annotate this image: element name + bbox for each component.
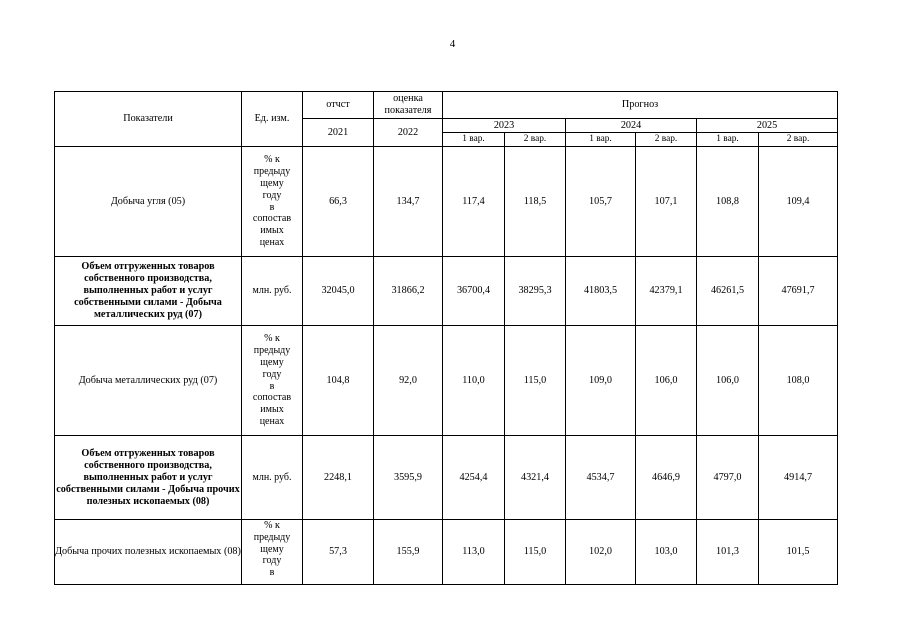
unit-cell: [242, 520, 303, 585]
header-2023-var2: 2 вар.: [505, 133, 566, 147]
indicator-cell: Добыча прочих полезных ископаемых (08): [55, 520, 242, 585]
value-cell: 115,0: [505, 326, 566, 436]
value-cell: 38295,3: [505, 257, 566, 326]
indicator-cell: Объем отгруженных товаров собственного производства, выполненных работ и услуг собственными силами - Добыча металлических руд (07): [55, 257, 242, 326]
value-cell: 106,0: [636, 326, 697, 436]
unit-line: в: [269, 567, 275, 579]
header-year-2025: 2025: [697, 119, 838, 133]
value-cell: 109,4: [759, 147, 838, 257]
value-cell: 101,3: [697, 520, 759, 585]
header-unit: Ед. изм.: [242, 92, 303, 147]
value-cell: 4646,9: [636, 436, 697, 520]
unit-line: году: [262, 189, 282, 201]
value-cell: 4914,7: [759, 436, 838, 520]
value-cell: 101,5: [759, 520, 838, 585]
unit-line: млн. руб.: [252, 285, 292, 297]
header-2025-var2: 2 вар.: [759, 133, 838, 147]
header-indicators: Показатели: [55, 92, 242, 147]
unit-line: году: [262, 368, 282, 380]
value-cell: 105,7: [566, 147, 636, 257]
value-cell: 108,8: [697, 147, 759, 257]
value-cell: 3595,9: [374, 436, 443, 520]
indicator-cell: Добыча угля (05): [55, 147, 242, 257]
unit-line: в: [269, 380, 275, 392]
unit-line: ценах: [259, 415, 285, 427]
table-row: [55, 257, 838, 326]
header-year-2021: 2021: [303, 119, 374, 147]
unit-line: предыду: [253, 531, 291, 543]
table-body: [55, 147, 838, 585]
value-cell: 92,0: [374, 326, 443, 436]
value-cell: 46261,5: [697, 257, 759, 326]
unit-cell: [242, 257, 303, 326]
table-row: [55, 326, 838, 436]
unit-line: щему: [260, 356, 284, 368]
unit-cell: [242, 326, 303, 436]
unit-line: предыду: [253, 166, 291, 178]
value-cell: 104,8: [303, 326, 374, 436]
value-cell: 109,0: [566, 326, 636, 436]
unit-line: щему: [260, 177, 284, 189]
unit-line: млн. руб.: [252, 471, 292, 483]
header-estimate: оценка показателя: [374, 92, 443, 119]
header-2025-var1: 1 вар.: [697, 133, 759, 147]
indicator-cell: Объем отгруженных товаров собственного производства, выполненных работ и услуг собственными силами - Добыча прочих полезных ископаемых (08): [55, 436, 242, 520]
unit-line: % к: [264, 154, 280, 166]
unit-line: имых: [260, 225, 284, 237]
unit-line: в: [269, 201, 275, 213]
unit-line: щему: [260, 543, 284, 555]
value-cell: 106,0: [697, 326, 759, 436]
unit-line: году: [262, 555, 282, 567]
header-forecast: Прогноз: [443, 92, 838, 119]
unit-line: % к: [264, 520, 280, 531]
value-cell: 4321,4: [505, 436, 566, 520]
header-year-2024: 2024: [566, 119, 697, 133]
unit-line: предыду: [253, 345, 291, 357]
value-cell: 31866,2: [374, 257, 443, 326]
value-cell: 66,3: [303, 147, 374, 257]
table-row: [55, 436, 838, 520]
unit-line: имых: [260, 404, 284, 416]
unit-line: сопостав: [252, 392, 292, 404]
header-2024-var2: 2 вар.: [636, 133, 697, 147]
value-cell: 134,7: [374, 147, 443, 257]
value-cell: 41803,5: [566, 257, 636, 326]
value-cell: 117,4: [443, 147, 505, 257]
value-cell: 110,0: [443, 326, 505, 436]
header-year-2023: 2023: [443, 119, 566, 133]
unit-line: % к: [264, 333, 280, 345]
value-cell: 107,1: [636, 147, 697, 257]
value-cell: 47691,7: [759, 257, 838, 326]
table-row: [55, 520, 838, 585]
unit-line: ценах: [259, 236, 285, 248]
unit-line: сопостав: [252, 213, 292, 225]
value-cell: 4254,4: [443, 436, 505, 520]
value-cell: 155,9: [374, 520, 443, 585]
value-cell: 4797,0: [697, 436, 759, 520]
value-cell: 102,0: [566, 520, 636, 585]
table-row: [55, 147, 838, 257]
value-cell: 4534,7: [566, 436, 636, 520]
value-cell: 2248,1: [303, 436, 374, 520]
indicator-cell: Добыча металлических руд (07): [55, 326, 242, 436]
value-cell: 113,0: [443, 520, 505, 585]
unit-cell: [242, 147, 303, 257]
header-report: отчст: [303, 92, 374, 119]
page-number: 4: [449, 38, 456, 50]
value-cell: 57,3: [303, 520, 374, 585]
header-2024-var1: 1 вар.: [566, 133, 636, 147]
value-cell: 32045,0: [303, 257, 374, 326]
value-cell: 115,0: [505, 520, 566, 585]
header-year-2022: 2022: [374, 119, 443, 147]
header-2023-var1: 1 вар.: [443, 133, 505, 147]
value-cell: 42379,1: [636, 257, 697, 326]
value-cell: 108,0: [759, 326, 838, 436]
forecast-table: [54, 91, 838, 585]
value-cell: 103,0: [636, 520, 697, 585]
unit-cell: [242, 436, 303, 520]
value-cell: 118,5: [505, 147, 566, 257]
value-cell: 36700,4: [443, 257, 505, 326]
